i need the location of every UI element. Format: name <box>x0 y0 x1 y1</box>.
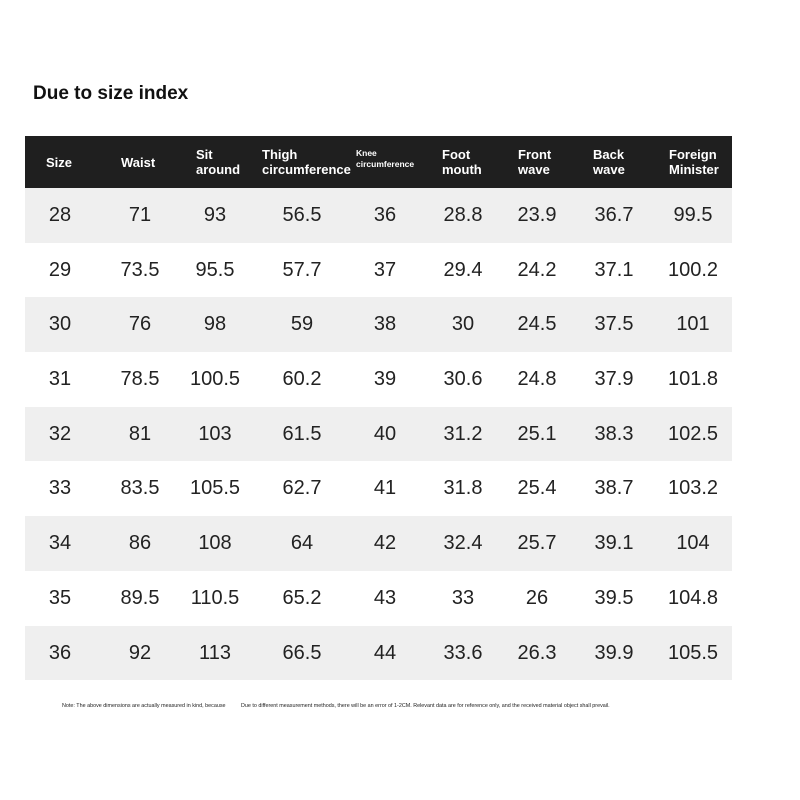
table-cell: 65.2 <box>282 586 322 609</box>
table-row <box>25 188 732 243</box>
column-header: Foot mouth <box>442 147 482 177</box>
table-cell: 57.7 <box>282 258 322 281</box>
table-cell: 99.5 <box>673 204 713 226</box>
table-cell: 95.5 <box>195 258 235 281</box>
table-cell: 38.3 <box>594 422 634 445</box>
table-cell: 36 <box>373 204 397 226</box>
table-cell: 66.5 <box>282 641 322 664</box>
table-cell: 24.5 <box>517 313 557 336</box>
table-cell: 105.5 <box>667 641 719 664</box>
table-header <box>25 136 732 188</box>
table-row <box>25 571 732 626</box>
table-cell: 36 <box>48 641 72 664</box>
table-cell: 26.3 <box>517 641 557 664</box>
table-cell: 30.6 <box>443 368 483 391</box>
column-header: Thigh circumference <box>262 147 351 177</box>
table-cell: 37.1 <box>594 258 634 281</box>
table-cell: 62.7 <box>282 477 322 500</box>
table-cell: 28 <box>48 204 72 226</box>
table-cell: 83.5 <box>120 477 160 500</box>
table-cell: 78.5 <box>120 368 160 391</box>
table-cell: 93 <box>203 204 227 226</box>
table-cell: 25.1 <box>517 422 557 445</box>
table-cell: 110.5 <box>190 586 240 609</box>
table-cell: 33 <box>451 586 475 609</box>
table-cell: 31 <box>48 368 72 391</box>
table-cell: 43 <box>373 586 397 609</box>
table-cell: 104.8 <box>667 586 719 609</box>
table-cell: 29.4 <box>443 258 483 281</box>
table-cell: 104 <box>676 532 710 555</box>
table-cell: 98 <box>203 313 227 336</box>
table-cell: 76 <box>128 313 152 336</box>
table-cell: 100.5 <box>189 368 241 391</box>
column-header: Back wave <box>593 147 625 177</box>
table-cell: 32.4 <box>443 532 483 555</box>
table-cell: 26 <box>525 586 549 609</box>
size-table <box>25 136 732 680</box>
table-cell: 24.2 <box>517 258 557 281</box>
table-cell: 30 <box>451 313 475 336</box>
table-cell: 25.7 <box>517 532 557 555</box>
column-header: Waist <box>121 154 156 170</box>
table-row <box>25 243 732 298</box>
table-cell: 37.5 <box>594 313 634 336</box>
table-cell: 30 <box>48 313 72 336</box>
table-cell: 71 <box>128 204 152 226</box>
table-row <box>25 352 732 407</box>
table-cell: 37 <box>373 258 397 281</box>
table-cell: 44 <box>373 641 397 664</box>
table-cell: 100.2 <box>667 258 719 281</box>
table-cell: 38.7 <box>594 477 634 500</box>
table-cell: 113 <box>199 641 231 664</box>
table-cell: 39 <box>373 368 397 391</box>
table-cell: 86 <box>128 532 152 555</box>
table-cell: 37.9 <box>594 368 634 391</box>
table-body <box>25 188 732 680</box>
table-cell: 60.2 <box>282 368 322 391</box>
table-cell: 24.8 <box>517 368 557 391</box>
table-cell: 103 <box>198 422 232 445</box>
table-cell: 56.5 <box>282 204 322 226</box>
table-cell: 38 <box>373 313 397 336</box>
column-header: Front wave <box>518 147 552 177</box>
table-cell: 61.5 <box>282 422 322 445</box>
table-cell: 39.1 <box>594 532 634 555</box>
table-cell: 25.4 <box>517 477 557 500</box>
table-cell: 89.5 <box>120 586 160 609</box>
table-cell: 32 <box>48 422 72 445</box>
table-cell: 42 <box>373 532 397 555</box>
table-cell: 39.5 <box>594 586 634 609</box>
table-cell: 92 <box>128 641 152 664</box>
table-cell: 39.9 <box>594 641 634 664</box>
note-part-1: Note: The above dimensions are actually measured in kind, because <box>62 703 226 709</box>
column-header: Size <box>46 154 73 170</box>
table-cell: 23.9 <box>517 204 557 226</box>
table-row <box>25 297 732 352</box>
table-cell: 108 <box>198 532 232 555</box>
table-cell: 34 <box>48 532 72 555</box>
table-cell: 28.8 <box>443 204 483 226</box>
column-header: Foreign Minister <box>669 147 719 177</box>
column-header: Sit around <box>196 147 241 177</box>
table-cell: 31.8 <box>443 477 483 500</box>
table-cell: 105.5 <box>189 477 241 500</box>
table-cell: 33.6 <box>443 641 483 664</box>
table-cell: 36.7 <box>594 204 634 226</box>
note <box>62 703 624 709</box>
table-cell: 102.5 <box>667 422 719 445</box>
table-cell: 103.2 <box>667 477 719 500</box>
table-cell: 29 <box>48 258 72 281</box>
note-part-2: Due to different measurement methods, there will be an error of 1-2CM. Relevant data are for reference only, and the received material object shall prevail. <box>241 703 610 709</box>
table-cell: 81 <box>128 422 152 445</box>
table-cell: 64 <box>290 532 314 555</box>
page-title: Due to size index <box>33 83 189 104</box>
table-cell: 35 <box>48 586 72 609</box>
table-cell: 31.2 <box>443 422 483 445</box>
table-row <box>25 516 732 571</box>
table-cell: 41 <box>373 477 397 500</box>
table-cell: 101.8 <box>667 368 719 391</box>
table-row <box>25 407 732 462</box>
table-cell: 33 <box>48 477 72 500</box>
table-cell: 101 <box>676 313 710 336</box>
table-row <box>25 461 732 516</box>
table-cell: 59 <box>290 313 314 336</box>
column-header: Knee circumference <box>356 148 415 169</box>
table-row <box>25 626 732 681</box>
table-cell: 40 <box>373 422 397 445</box>
table-cell: 73.5 <box>120 258 160 281</box>
